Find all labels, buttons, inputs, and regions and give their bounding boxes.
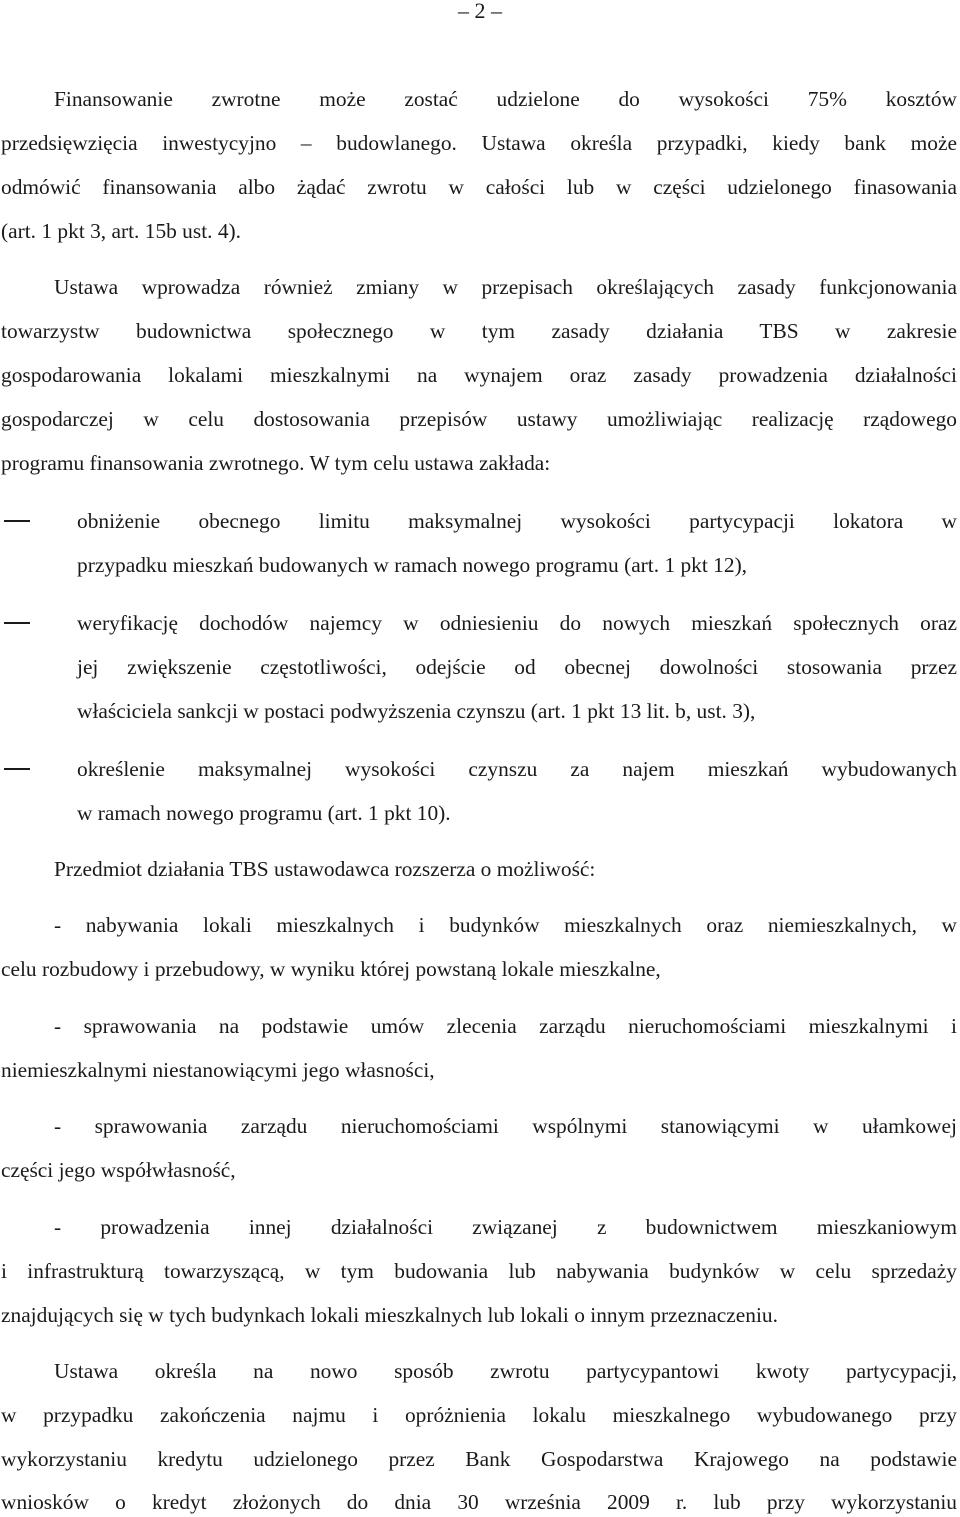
dash-bullet	[4, 520, 30, 522]
text-line: towarzystw budownictwa społecznego w tym zasady działania TBS w zakresie	[1, 319, 957, 343]
text-line: - sprawowania zarządu nieruchomościami wspólnymi stanowiącymi w ułamkowej	[54, 1114, 957, 1138]
text-line: wykorzystaniu kredytu udzielonego przez Bank Gospodarstwa Krajowego na podstawie	[1, 1447, 957, 1471]
text-line: przedsięwzięcia inwestycyjno – budowlanego. Ustawa określa przypadki, kiedy bank może	[1, 131, 957, 155]
text-line: - nabywania lokali mieszkalnych i budynków mieszkalnych oraz niemieszkalnych, w	[54, 913, 957, 937]
text-line: gospodarowania lokalami mieszkalnymi na wynajem oraz zasady prowadzenia działalności	[1, 363, 957, 387]
text-line: programu finansowania zwrotnego. W tym celu ustawa zakłada:	[1, 451, 551, 475]
paragraph-scope: Przedmiot działania TBS ustawodawca rozszerza o możliwość:	[54, 857, 596, 881]
text-line: niemieszkalnymi niestanowiącymi jego własności,	[1, 1058, 435, 1082]
text-line: (art. 1 pkt 3, art. 15b ust. 4).	[1, 219, 242, 243]
text-line: określenie maksymalnej wysokości czynszu za najem mieszkań wybudowanych	[77, 757, 957, 781]
text-line: Finansowanie zwrotne może zostać udzielone do wysokości 75% kosztów	[54, 87, 957, 111]
text-line: i infrastrukturą towarzyszącą, w tym budowania lub nabywania budynków w celu sprzedaży	[1, 1259, 957, 1283]
text-line: Ustawa określa na nowo sposób zwrotu partycypantowi kwoty partycypacji,	[54, 1359, 957, 1383]
text-line: części jego współwłasność,	[1, 1158, 236, 1182]
text-line: - prowadzenia innej działalności związanej z budownictwem mieszkaniowym	[54, 1215, 957, 1239]
text-line: przypadku mieszkań budowanych w ramach nowego programu (art. 1 pkt 12),	[77, 553, 748, 577]
text-line: obniżenie obecnego limitu maksymalnej wysokości partycypacji lokatora w	[77, 509, 957, 533]
text-line: gospodarczej w celu dostosowania przepisów ustawy umożliwiając realizację rządowego	[1, 407, 957, 431]
text-line: Ustawa wprowadza również zmiany w przepisach określających zasady funkcjonowania	[54, 275, 957, 299]
text-line: w przypadku zakończenia najmu i opróżnienia lokalu mieszkalnego wybudowanego przy	[1, 1403, 957, 1427]
page-number: – 2 –	[458, 0, 502, 23]
text-line: weryfikację dochodów najemcy w odniesieniu do nowych mieszkań społecznych oraz	[77, 611, 957, 635]
dash-bullet	[4, 768, 30, 770]
text-line: odmówić finansowania albo żądać zwrotu w całości lub w części udzielonego finasowania	[1, 175, 957, 199]
text-line: znajdujących się w tych budynkach lokali mieszkalnych lub lokali o innym przeznaczeniu.	[1, 1303, 778, 1327]
text-line: właściciela sankcji w postaci podwyższenia czynszu (art. 1 pkt 13 lit. b, ust. 3),	[77, 699, 756, 723]
text-line: - sprawowania na podstawie umów zlecenia zarządu nieruchomościami mieszkalnymi i	[54, 1014, 957, 1038]
dash-bullet	[4, 622, 30, 624]
text-line: jej zwiększenie częstotliwości, odejście od obecnej dowolności stosowania przez	[77, 655, 957, 679]
text-line: celu rozbudowy i przebudowy, w wyniku której powstaną lokale mieszkalne,	[1, 957, 661, 981]
text-line: wniosków o kredyt złożonych do dnia 30 września 2009 r. lub przy wykorzystaniu	[1, 1490, 957, 1514]
text-line: w ramach nowego programu (art. 1 pkt 10).	[77, 801, 451, 825]
